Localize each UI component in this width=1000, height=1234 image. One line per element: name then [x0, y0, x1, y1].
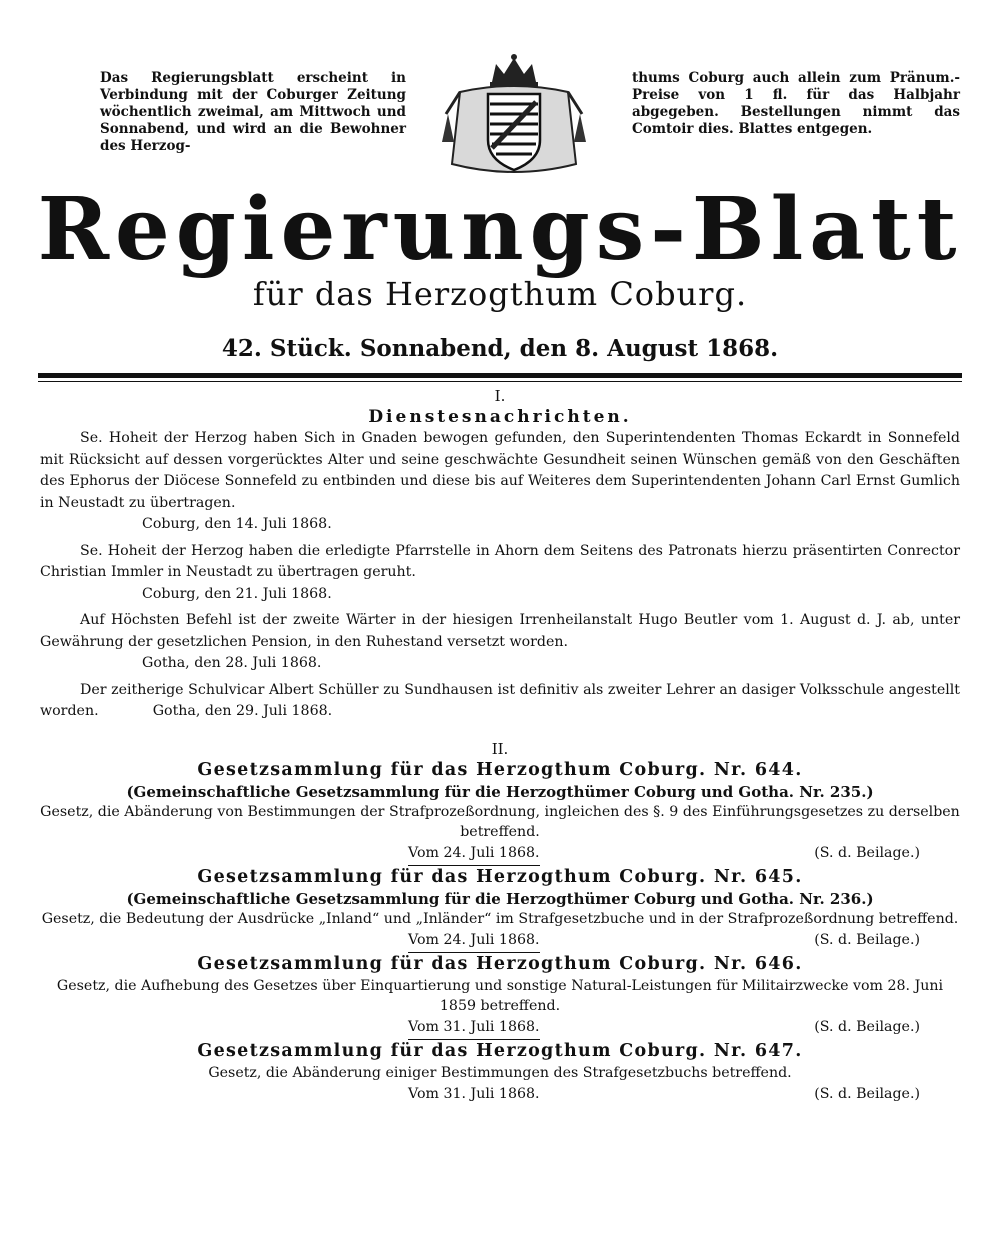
publication-notice-left: Das Regierungsblatt erscheint in Verbindung mit der Coburger Zeitung wöchentlich zweimal, am Mittwoch und Sonnabend, und wird an die Bewohner des Herzog- [100, 70, 406, 154]
notice-date: Gotha, den 29. Juli 1868. [152, 703, 333, 719]
publication-notice-right: thums Coburg auch allein zum Pränum.-Preise von 1 fl. für das Halbjahr abgegeben. Bestellungen nimmt das Comtoir dies. Blattes entgegen. [632, 70, 960, 137]
law-date-row [40, 842, 960, 866]
law-date-row [40, 1083, 960, 1107]
newspaper-subtitle: für das Herzogthum Coburg. [252, 275, 748, 313]
law-supplement: (S. d. Beilage.) [814, 931, 920, 948]
law-subtitle: (Gemeinschaftliche Gesetzsammlung für die Herzogthümer Coburg und Gotha. Nr. 235.) [126, 782, 874, 801]
law-date-row [40, 1016, 960, 1040]
header-divider [38, 373, 962, 378]
notice-date: Coburg, den 14. Juli 1868. [142, 516, 332, 532]
law-description: Gesetz, die Aufhebung des Gesetzes über Einquartierung und sonstige Natural-Leistungen für Militairzwecke vom 28. Juni 1859 betreffend. [56, 977, 944, 1014]
section-heading: Dienstesnachrichten. [368, 407, 632, 427]
law-entry [40, 759, 960, 866]
law-subtitle: (Gemeinschaftliche Gesetzsammlung für die Herzogthümer Coburg und Gotha. Nr. 236.) [126, 889, 874, 908]
law-title: Gesetzsammlung für das Herzogthum Coburg. Nr. 646. [197, 953, 803, 974]
law-title: Gesetzsammlung für das Herzogthum Coburg. Nr. 647. [197, 1040, 803, 1061]
header-divider-thin [38, 381, 962, 382]
law-entry [40, 866, 960, 953]
law-supplement: (S. d. Beilage.) [814, 1085, 920, 1102]
notice-date: Coburg, den 21. Juli 1868. [142, 585, 332, 602]
notice-paragraph [40, 680, 960, 723]
law-supplement: (S. d. Beilage.) [814, 1018, 920, 1035]
law-date: Vom 31. Juli 1868. [408, 1085, 540, 1102]
notice-paragraph: Se. Hoheit der Herzog haben die erledigte Pfarrstelle in Ahorn dem Seitens des Patronats hierzu präsentirten Conrector Christian Immler in Neustadt zu übertragen geruht. [40, 542, 960, 580]
newspaper-title: Regierungs-Blatt [37, 179, 963, 280]
notice-text: Der zeitherige Schulvicar Albert Schüller zu Sundhausen ist definitiv als zweiter Lehrer an dasiger Volksschule angestellt worden. [40, 681, 960, 719]
law-entry [40, 953, 960, 1040]
notice-paragraph: Auf Höchsten Befehl ist der zweite Wärter in der hiesigen Irrenheilanstalt Hugo Beutler vom 1. August d. J. ab, unter Gewährung der gesetzlichen Pension, in den Ruhestand versetzt worden. [40, 612, 960, 650]
coat-of-arms-icon [436, 52, 592, 184]
notice-paragraph: Se. Hoheit der Herzog haben Sich in Gnaden bewogen gefunden, den Superintendenten Thomas Eckardt in Sonnefeld mit Rücksicht auf dessen vorgerücktes Alter und seine geschwächte Gesundheit seinen Wünschen gemäß von den Geschäften des Ephorus der Diöcese Sonnefeld zu entbinden und diese bis auf Weiteres dem Superintendenten Johann Carl Ernst Gumlich in Neustadt zu übertragen. [40, 430, 960, 511]
law-supplement: (S. d. Beilage.) [814, 844, 920, 861]
section-number: II. [491, 739, 509, 758]
law-date: Vom 31. Juli 1868. [408, 1016, 540, 1040]
law-description: Gesetz, die Abänderung einiger Bestimmungen des Strafgesetzbuchs betreffend. [208, 1064, 792, 1081]
document-body [40, 386, 960, 1107]
law-date: Vom 24. Juli 1868. [408, 842, 540, 866]
law-date-row [40, 929, 960, 953]
issue-line: 42. Stück. Sonnabend, den 8. August 1868. [221, 335, 779, 362]
notice-date: Gotha, den 28. Juli 1868. [142, 655, 322, 671]
law-description: Gesetz, die Abänderung von Bestimmungen der Strafprozeßordnung, ingleichen des §. 9 des Einführungsgesetzes zu derselben betreffend. [40, 803, 960, 840]
law-title: Gesetzsammlung für das Herzogthum Coburg. Nr. 645. [197, 866, 803, 887]
law-title: Gesetzsammlung für das Herzogthum Coburg. Nr. 644. [197, 759, 803, 780]
law-date: Vom 24. Juli 1868. [408, 929, 540, 953]
masthead [60, 62, 960, 182]
section-number: I. [494, 387, 506, 405]
law-entry [40, 1040, 960, 1107]
law-description: Gesetz, die Bedeutung der Ausdrücke „Inland“ und „Inländer“ im Strafgesetzbuche und in der Strafprozeßordnung betreffend. [41, 910, 959, 927]
